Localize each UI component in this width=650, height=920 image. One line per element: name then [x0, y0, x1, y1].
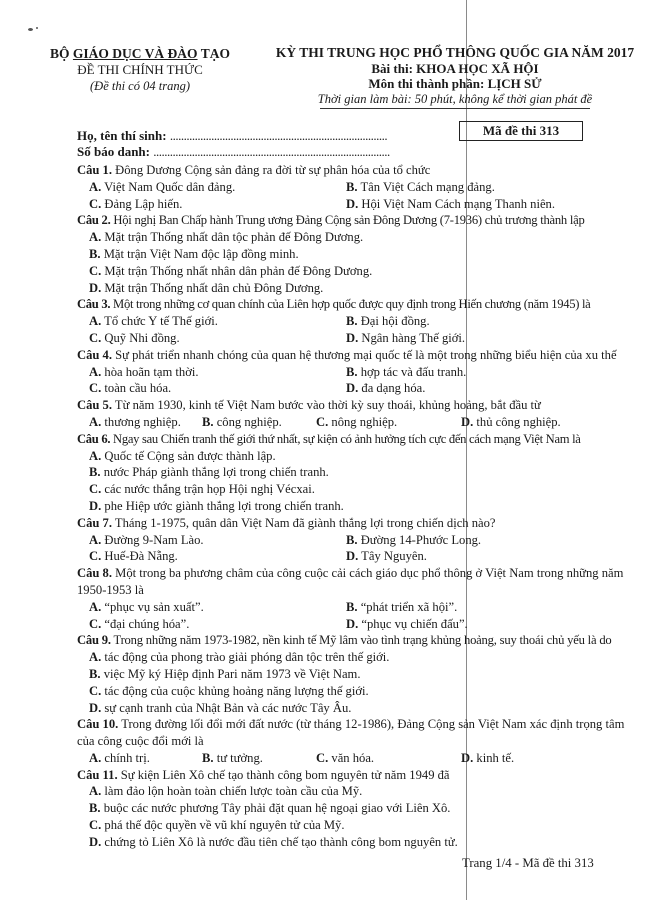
paper-name: Bài thi: KHOA HỌC XÃ HỘI — [371, 61, 539, 76]
option-c: C. “đại chúng hóa”. — [89, 616, 190, 631]
option-d: D. đa dạng hóa. — [346, 381, 426, 396]
option-c: C. tác động của cuộc khủng hoảng năng lượng thế giới. — [89, 683, 369, 698]
option-d: D. Hội Việt Nam Cách mạng Thanh niên. — [346, 196, 555, 211]
option-b: B. công nghiệp. — [202, 414, 282, 429]
option-a: A. thương nghiệp. — [89, 414, 181, 429]
option-b: B. việc Mỹ ký Hiệp định Pari năm 1973 về Việt Nam. — [89, 666, 361, 681]
option-a: A. “phục vụ sản xuất”. — [89, 599, 204, 614]
question: Câu 7. Tháng 1-1975, quân dân Việt Nam đã giành thắng lợi trong chiến dịch nào? A. Đường 9-Nam Lào. B. Đường 14-Phước Long. C. Huế-Đà Nẵng. D. Tây Nguyên. — [77, 515, 637, 565]
candidate-info — [77, 128, 417, 160]
option-b: B. hợp tác và đấu tranh. — [346, 364, 467, 379]
question: Câu 1. Đông Dương Cộng sản đảng ra đời từ sự phân hóa của tổ chức A. Việt Nam Quốc dân đảng. B. Tân Việt Cách mạng đảng. C. Đảng Lập hiến. D. Hội Việt Nam Cách mạng Thanh niên. — [77, 162, 637, 212]
option-d: D. thủ công nghiệp. — [461, 414, 561, 429]
option-b: B. Tân Việt Cách mạng đảng. — [346, 179, 495, 194]
option-a: A. Tổ chức Y tế Thế giới. — [89, 314, 218, 329]
option-b: B. nước Pháp giành thắng lợi trong chiến tranh. — [89, 465, 329, 480]
option-b: B. tư tưởng. — [202, 750, 263, 765]
option-a: A. Việt Nam Quốc dân đảng. — [89, 179, 236, 194]
option-c: C. nông nghiệp. — [316, 414, 398, 429]
option-d: D. phe Hiệp ước giành thắng lợi trong chiến tranh. — [89, 498, 344, 513]
time-limit: Thời gian làm bài: 50 phút, không kể thời gian phát đề — [317, 92, 593, 106]
scan-speck — [28, 27, 42, 31]
option-b: B. Đại hội đồng. — [346, 314, 430, 329]
option-a: A. hòa hoãn tạm thời. — [89, 364, 199, 379]
candidate-name-field: ............................................................................... — [169, 128, 388, 143]
question: Câu 2. Hội nghị Ban Chấp hành Trung ương Đảng Cộng sản Đông Dương (7-1936) chủ trương thành lập A. Mặt trận Thống nhất dân tộc phản đế Đông Dương. B. Mặt trận Việt Nam độc lập đồng minh. C. Mặt trận Thống nhất nhân dân phản đế Đông Dương. D. Mặt trận Thống nhất dân chủ Đông Dương. — [77, 212, 637, 296]
option-b: B. Đường 14-Phước Long. — [346, 532, 482, 547]
question-list — [77, 162, 637, 851]
question: Câu 3. Một trong những cơ quan chính của Liên hợp quốc được quy định trong Hiến chương (năm 1945) là A. Tổ chức Y tế Thế giới. B. Đại hội đồng. C. Quỹ Nhi đồng. D. Ngân hàng Thế giới. — [77, 296, 637, 346]
option-d: D. sự cạnh tranh của Nhật Bản và các nước Tây Âu. — [89, 700, 352, 715]
candidate-id-row: Số báo danh: ...................................................................................... — [77, 144, 390, 159]
page-footer: Trang 1/4 - Mã đề thi 313 — [462, 856, 594, 870]
option-c: C. Mặt trận Thống nhất nhân dân phản đế Đông Dương. — [89, 263, 373, 278]
candidate-name-row: Họ, tên thí sinh: ............................................................................... — [77, 128, 388, 143]
question: Câu 4. Sự phát triển nhanh chóng của quan hệ thương mại quốc tế là một trong những biểu hiện của xu thế A. hòa hoãn tạm thời. B. hợp tác và đấu tranh. C. toàn cầu hóa. D. đa dạng hóa. — [77, 347, 617, 396]
question: Câu 8. Một trong ba phương châm của công cuộc cải cách giáo dục phổ thông ở Việt Nam trong những năm 1950-1953 là A. “phục vụ sản xuất”. B. “phát triển xã hội”. C. “đại chúng hóa”. D. “phục vụ chiến đấu”. — [77, 566, 624, 631]
option-c: C. toàn cầu hóa. — [89, 381, 172, 396]
option-c: C. Huế-Đà Nẵng. — [89, 549, 178, 564]
question: Câu 6. Ngay sau Chiến tranh thế giới thứ nhất, sự kiện có ảnh hưởng tích cực đến cách mạng Việt Nam là A. Quốc tế Cộng sản được thành lập. B. nước Pháp giành thắng lợi trong chiến tranh. C. các nước thắng trận họp Hội nghị Vécxai. D. phe Hiệp ước giành thắng lợi trong chiến tranh. — [77, 431, 637, 515]
option-d: D. Ngân hàng Thế giới. — [346, 330, 466, 345]
question: Câu 10. Trong đường lối đổi mới đất nước (từ tháng 12-1986), Đảng Cộng sản Việt Nam xác định trọng tâm của công cuộc đổi mới là A. chính trị. B. tư tưởng. C. văn hóa. D. kinh tế. — [77, 717, 625, 765]
option-c: C. Đảng Lập hiến. — [89, 196, 183, 211]
question: Câu 11. Sự kiện Liên Xô chế tạo thành công bom nguyên tử năm 1949 đã A. làm đảo lộn hoàn toàn chiến lược toàn cầu của Mỹ. B. buộc các nước phương Tây phải đặt quan hệ ngoại giao với Liên Xô. C. phá thế độc quyền về vũ khí nguyên tử của Mỹ. D. chứng tỏ Liên Xô là nước đầu tiên chế tạo thành công bom nguyên tử. — [77, 767, 637, 851]
option-d: D. Tây Nguyên. — [346, 549, 427, 564]
option-d: D. kinh tế. — [461, 750, 515, 765]
candidate-id-field: ...................................................................................... — [153, 144, 390, 159]
header-right — [270, 45, 640, 109]
exam-title: KỲ THI TRUNG HỌC PHỔ THÔNG QUỐC GIA NĂM 2017 — [275, 45, 635, 60]
option-c: C. phá thế độc quyền về vũ khí nguyên tử của Mỹ. — [89, 818, 345, 833]
header-left — [30, 45, 250, 94]
option-a: A. Mặt trận Thống nhất dân tộc phản đế Đông Dương. — [89, 230, 364, 245]
page-count-note: (Đề thi có 04 trang) — [90, 79, 190, 93]
option-a: A. tác động của phong trào giải phóng dân tộc trên thế giới. — [89, 650, 390, 665]
option-a: A. Quốc tế Cộng sản được thành lập. — [89, 448, 276, 463]
question: Câu 9. Trong những năm 1973-1982, nền kinh tế Mỹ lâm vào tình trạng khủng hoảng, suy thoái chủ yếu là do A. tác động của phong trào giải phóng dân tộc trên thế giới. B. việc Mỹ ký Hiệp định Pari năm 1973 về Việt Nam. C. tác động của cuộc khủng hoảng năng lượng thế giới. D. sự cạnh tranh của Nhật Bản và các nước Tây Âu. — [77, 632, 637, 716]
option-b: B. “phát triển xã hội”. — [346, 599, 458, 614]
header-divider — [320, 108, 590, 109]
option-a: A. Đường 9-Nam Lào. — [89, 532, 204, 547]
option-b: B. Mặt trận Việt Nam độc lập đồng minh. — [89, 246, 299, 261]
subject-name: Môn thi thành phần: LỊCH SỬ — [368, 76, 542, 91]
option-c: C. Quỹ Nhi đồng. — [89, 330, 180, 345]
option-a: A. làm đảo lộn hoàn toàn chiến lược toàn cầu của Mỹ. — [89, 784, 363, 799]
option-d: D. Mặt trận Thống nhất dân chủ Đông Dương. — [89, 280, 324, 295]
official-label: ĐỀ THI CHÍNH THỨC — [77, 62, 203, 77]
option-a: A. chính trị. — [89, 750, 150, 765]
question: Câu 5. Từ năm 1930, kinh tế Việt Nam bước vào thời kỳ suy thoái, khủng hoảng, bắt đầu từ A. thương nghiệp. B. công nghiệp. C. nông nghiệp. D. thủ công nghiệp. — [77, 397, 637, 431]
option-d: D. chứng tỏ Liên Xô là nước đầu tiên chế tạo thành công bom nguyên tử. — [89, 834, 458, 849]
ministry-name: BỘ GIÁO DỤC VÀ ĐÀO TẠO — [50, 46, 230, 61]
option-c: C. văn hóa. — [316, 750, 375, 765]
option-b: B. buộc các nước phương Tây phải đặt quan hệ ngoại giao với Liên Xô. — [89, 801, 451, 816]
exam-code-box: Mã đề thi 313 — [459, 121, 583, 141]
option-d: D. “phục vụ chiến đấu”. — [346, 616, 468, 631]
option-c: C. các nước thắng trận họp Hội nghị Vécxai. — [89, 482, 315, 497]
